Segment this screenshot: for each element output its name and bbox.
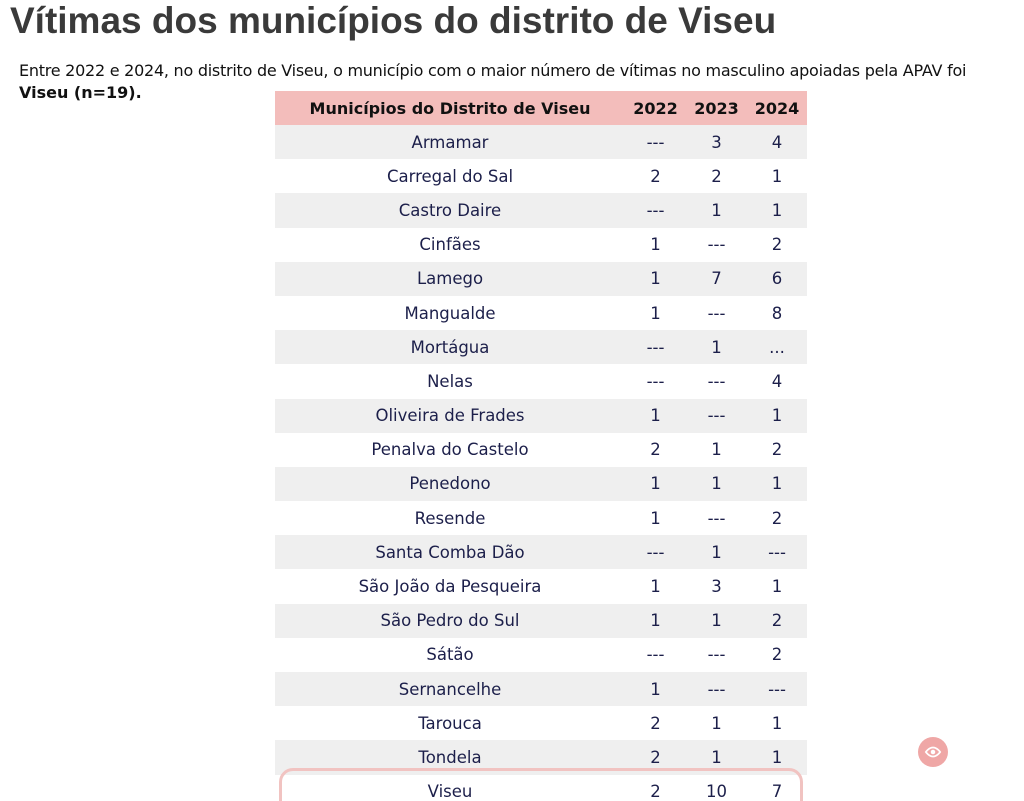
intro-text: Entre 2022 e 2024, no distrito de Viseu, o município com o maior número de vítimas no masculino apoiadas pela APAV foi	[19, 61, 967, 80]
cell-value-2024: ...	[747, 330, 807, 364]
table-row	[275, 399, 807, 433]
cell-value-2023: 7	[686, 262, 747, 296]
cell-value-2024: 6	[747, 262, 807, 296]
table-row	[275, 467, 807, 501]
cell-value-2024: 1	[747, 399, 807, 433]
cell-value-2024: 1	[747, 569, 807, 603]
header-2024: 2024	[747, 91, 807, 125]
cell-value-2022: 1	[625, 399, 686, 433]
cell-value-2022: 1	[625, 228, 686, 262]
cell-value-2024: 2	[747, 501, 807, 535]
cell-municipality: São João da Pesqueira	[275, 569, 625, 603]
table-row	[275, 159, 807, 193]
cell-value-2022: 1	[625, 604, 686, 638]
header-municipality: Municípios do Distrito de Viseu	[275, 91, 625, 125]
cell-value-2023: ---	[686, 638, 747, 672]
cell-value-2022: ---	[625, 330, 686, 364]
cell-value-2022: 2	[625, 433, 686, 467]
cell-value-2023: 10	[686, 775, 747, 801]
table-row	[275, 433, 807, 467]
cell-value-2024: 2	[747, 638, 807, 672]
page-title: Vítimas dos municípios do distrito de Viseu	[10, 0, 777, 41]
eye-button[interactable]	[918, 737, 948, 767]
cell-municipality: Oliveira de Frades	[275, 399, 625, 433]
cell-value-2024: ---	[747, 535, 807, 569]
cell-value-2022: 1	[625, 501, 686, 535]
cell-municipality: Mortágua	[275, 330, 625, 364]
eye-icon	[924, 743, 942, 761]
cell-value-2023: 2	[686, 159, 747, 193]
table-row	[275, 296, 807, 330]
cell-value-2024: 4	[747, 125, 807, 159]
header-2022: 2022	[625, 91, 686, 125]
cell-value-2022: 1	[625, 672, 686, 706]
table-row	[275, 672, 807, 706]
table-row	[275, 364, 807, 398]
cell-value-2023: ---	[686, 501, 747, 535]
table-row	[275, 125, 807, 159]
table-row	[275, 740, 807, 774]
cell-municipality: Penalva do Castelo	[275, 433, 625, 467]
intro-highlight: Viseu (n=19).	[19, 83, 142, 102]
table-row	[275, 535, 807, 569]
cell-value-2022: 1	[625, 262, 686, 296]
table-header-row	[275, 91, 807, 125]
cell-value-2023: ---	[686, 296, 747, 330]
table-row	[275, 330, 807, 364]
table-row	[275, 569, 807, 603]
cell-municipality: Castro Daire	[275, 193, 625, 227]
cell-value-2022: ---	[625, 364, 686, 398]
cell-municipality: Viseu	[275, 775, 625, 801]
table-row	[275, 228, 807, 262]
victims-table	[275, 91, 807, 801]
cell-value-2023: 1	[686, 604, 747, 638]
cell-value-2023: ---	[686, 228, 747, 262]
table-row	[275, 638, 807, 672]
cell-value-2023: 1	[686, 535, 747, 569]
cell-value-2023: ---	[686, 672, 747, 706]
cell-value-2023: 1	[686, 330, 747, 364]
cell-municipality: Sernancelhe	[275, 672, 625, 706]
table-row	[275, 193, 807, 227]
cell-value-2022: 1	[625, 467, 686, 501]
table-row	[275, 775, 807, 801]
cell-municipality: Tondela	[275, 740, 625, 774]
cell-value-2023: 3	[686, 569, 747, 603]
cell-value-2023: 1	[686, 193, 747, 227]
cell-value-2024: 2	[747, 433, 807, 467]
cell-municipality: Santa Comba Dão	[275, 535, 625, 569]
cell-value-2024: 1	[747, 159, 807, 193]
table-row	[275, 262, 807, 296]
cell-municipality: Sátão	[275, 638, 625, 672]
cell-value-2022: ---	[625, 193, 686, 227]
cell-value-2023: ---	[686, 399, 747, 433]
cell-municipality: São Pedro do Sul	[275, 604, 625, 638]
cell-value-2024: 2	[747, 228, 807, 262]
table-row	[275, 501, 807, 535]
cell-municipality: Lamego	[275, 262, 625, 296]
table-body	[275, 125, 807, 801]
cell-value-2024: ---	[747, 672, 807, 706]
cell-value-2024: 2	[747, 604, 807, 638]
cell-value-2023: 1	[686, 467, 747, 501]
cell-municipality: Armamar	[275, 125, 625, 159]
cell-municipality: Carregal do Sal	[275, 159, 625, 193]
table-row	[275, 604, 807, 638]
cell-value-2022: 2	[625, 159, 686, 193]
cell-value-2024: 1	[747, 740, 807, 774]
cell-value-2023: 1	[686, 433, 747, 467]
cell-municipality: Penedono	[275, 467, 625, 501]
cell-value-2022: 2	[625, 740, 686, 774]
cell-value-2023: 1	[686, 740, 747, 774]
cell-value-2023: 1	[686, 706, 747, 740]
cell-value-2022: ---	[625, 535, 686, 569]
cell-municipality: Nelas	[275, 364, 625, 398]
cell-value-2022: 1	[625, 296, 686, 330]
cell-municipality: Mangualde	[275, 296, 625, 330]
cell-value-2024: 8	[747, 296, 807, 330]
cell-value-2022: 1	[625, 569, 686, 603]
cell-value-2024: 1	[747, 193, 807, 227]
cell-municipality: Tarouca	[275, 706, 625, 740]
cell-municipality: Cinfães	[275, 228, 625, 262]
cell-value-2023: ---	[686, 364, 747, 398]
cell-value-2024: 1	[747, 706, 807, 740]
cell-value-2024: 7	[747, 775, 807, 801]
header-2023: 2023	[686, 91, 747, 125]
cell-value-2022: ---	[625, 125, 686, 159]
cell-municipality: Resende	[275, 501, 625, 535]
cell-value-2022: ---	[625, 638, 686, 672]
cell-value-2024: 4	[747, 364, 807, 398]
cell-value-2023: 3	[686, 125, 747, 159]
table-row	[275, 706, 807, 740]
cell-value-2022: 2	[625, 775, 686, 801]
cell-value-2022: 2	[625, 706, 686, 740]
cell-value-2024: 1	[747, 467, 807, 501]
